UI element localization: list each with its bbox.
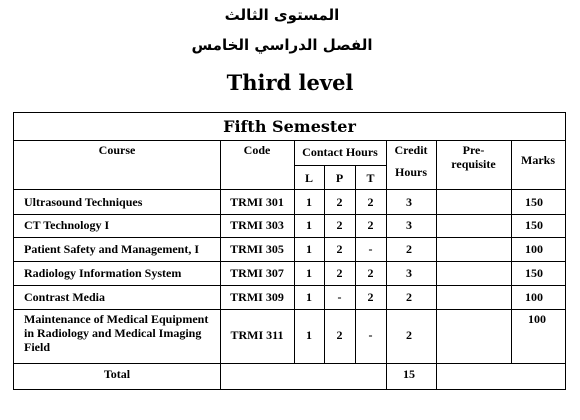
lecture-hours: 1 [306, 242, 312, 256]
course-table [13, 112, 566, 390]
lecture-hours: 1 [306, 195, 312, 209]
row-divider [14, 140, 565, 141]
credit-hours: 3 [406, 266, 412, 280]
course-code: TRMI 305 [230, 242, 284, 256]
header-credit: Credit [394, 143, 428, 157]
header-code: Code [243, 143, 271, 157]
row-divider [14, 214, 565, 215]
lecture-hours: 1 [306, 290, 312, 304]
row-divider [14, 189, 565, 190]
practical-hours: 2 [336, 266, 343, 280]
arabic-level-heading: المستوى الثالث [224, 6, 340, 24]
practical-hours: - [337, 290, 342, 304]
row-divider [14, 237, 565, 238]
course-code: TRMI 309 [230, 290, 284, 304]
course-name: Maintenance of Medical Equipment in Radiology and Medical Imaging Field [24, 312, 209, 354]
credit-hours: 2 [406, 328, 412, 342]
marks: 100 [525, 242, 543, 256]
marks: 100 [525, 290, 543, 304]
practical-hours: 2 [336, 195, 343, 209]
row-divider [294, 165, 386, 166]
practical-hours: 2 [336, 218, 343, 232]
marks: 150 [525, 195, 543, 209]
marks: 150 [525, 218, 543, 232]
arabic-semester-heading: الفصل الدراسي الخامس [191, 36, 373, 54]
credit-hours: 3 [406, 218, 412, 232]
column-divider [220, 140, 221, 390]
marks: 150 [525, 266, 543, 280]
semester-title: Fifth Semester [223, 117, 356, 136]
credit-hours: 2 [406, 242, 412, 256]
lecture-hours: 1 [306, 328, 312, 342]
column-divider [436, 140, 437, 390]
lecture-hours: 1 [306, 266, 312, 280]
practical-hours: 2 [336, 328, 343, 342]
row-divider [14, 285, 565, 286]
tutorial-hours: - [368, 328, 373, 342]
course-code: TRMI 307 [230, 266, 284, 280]
course-name: Patient Safety and Management, I [24, 242, 199, 256]
header-l: L [304, 171, 313, 185]
level-title: Third level [226, 70, 354, 95]
row-divider [14, 363, 565, 364]
header-marks: Marks [521, 153, 555, 167]
header-t: T [366, 171, 375, 185]
course-name: Ultrasound Techniques [24, 195, 143, 209]
tutorial-hours: 2 [367, 218, 374, 232]
tutorial-hours: 2 [367, 266, 374, 280]
row-divider [14, 309, 565, 310]
course-code: TRMI 311 [230, 328, 284, 342]
course-name: CT Technology I [24, 218, 110, 232]
header-course: Course [98, 143, 136, 157]
total-label: Total [103, 367, 131, 381]
course-name: Radiology Information System [24, 266, 182, 280]
lecture-hours: 1 [306, 218, 312, 232]
row-divider [14, 261, 565, 262]
total-credit: 15 [403, 367, 415, 381]
marks: 100 [528, 312, 546, 326]
header-hours: Hours [394, 165, 427, 179]
credit-hours: 2 [406, 290, 412, 304]
credit-hours: 3 [406, 195, 412, 209]
tutorial-hours: - [368, 242, 373, 256]
course-code: TRMI 301 [230, 195, 284, 209]
tutorial-hours: 2 [367, 195, 374, 209]
tutorial-hours: 2 [367, 290, 374, 304]
header-p: P [335, 171, 344, 185]
course-code: TRMI 303 [230, 218, 284, 232]
header-contact-hours: Contact Hours [302, 145, 378, 159]
practical-hours: 2 [336, 242, 343, 256]
course-name: Contrast Media [24, 290, 105, 304]
header-prerequisite: Pre-requisite [451, 143, 496, 171]
